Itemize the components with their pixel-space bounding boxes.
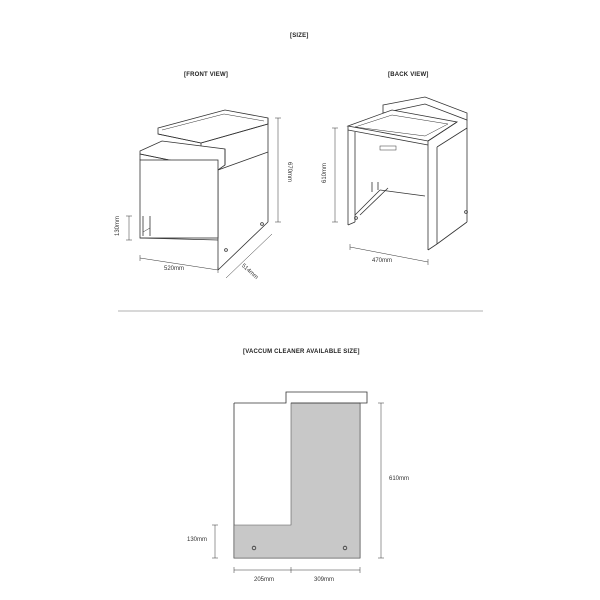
vacuum-left-dim: 205mm — [254, 577, 275, 583]
back-width-dim: 470mm — [372, 258, 393, 264]
vacuum-height-dim: 610mm — [389, 476, 410, 482]
vacuum-leg-dim: 130mm — [187, 537, 208, 543]
vacuum-right-dim: 309mm — [314, 577, 335, 583]
vacuum-label: [VACCUM CLEANER AVAILABLE SIZE] — [243, 349, 360, 355]
back-view-label: [BACK VIEW] — [388, 72, 429, 78]
page-title: [SIZE] — [290, 33, 309, 39]
back-height-dim: 610mm — [322, 162, 328, 183]
front-leg-dim: 130mm — [115, 215, 121, 236]
front-view-label: [FRONT VIEW] — [184, 72, 229, 78]
front-height-dim: 670mm — [286, 162, 292, 183]
front-width-dim: 520mm — [164, 266, 185, 272]
front-depth-dim: 514mm — [239, 263, 259, 281]
